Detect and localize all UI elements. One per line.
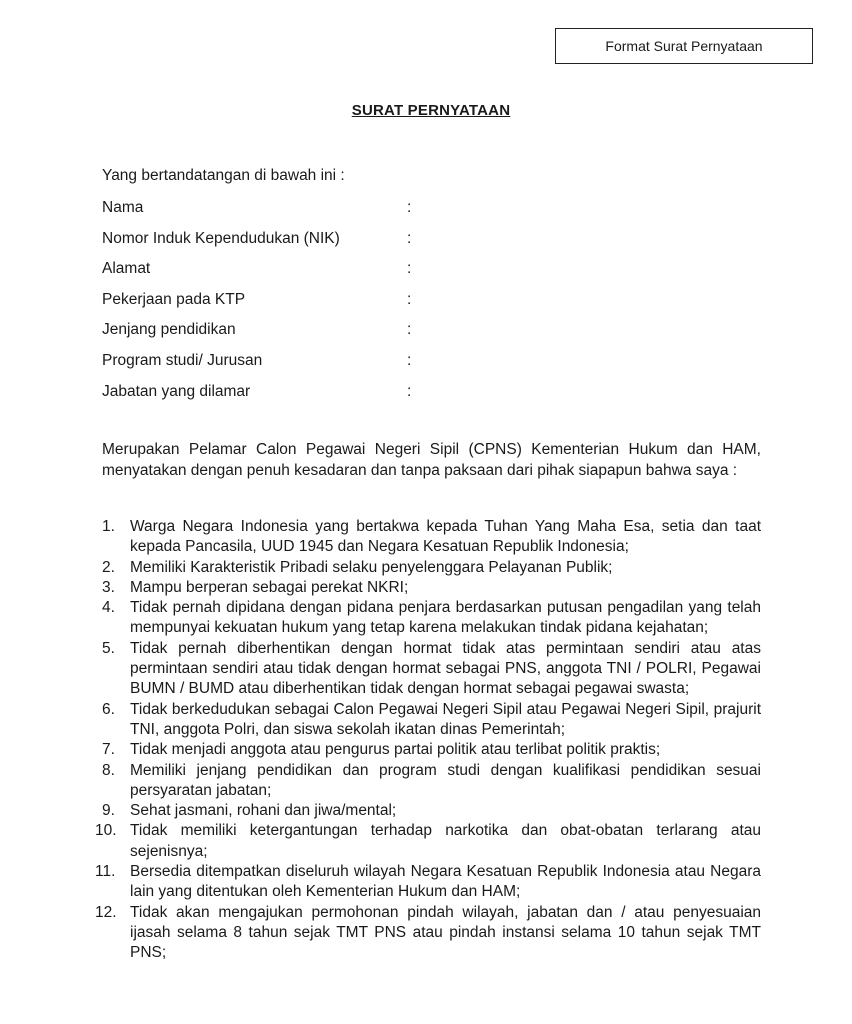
list-number: 2. — [102, 558, 115, 576]
list-number: 3. — [102, 578, 115, 596]
list-item — [102, 578, 761, 598]
field-row-jenjang — [102, 320, 462, 351]
intro-text: Yang bertandatangan di bawah ini : — [102, 167, 345, 184]
list-number: 10. — [95, 822, 117, 840]
list-item — [102, 558, 761, 578]
list-number: 9. — [102, 802, 115, 820]
field-row-jabatan — [102, 382, 462, 413]
list-text: Mampu berperan sebagai perekat NKRI; — [130, 578, 409, 596]
field-colon: : — [407, 229, 412, 247]
field-row-program-studi — [102, 351, 462, 382]
list-text: Tidak akan mengajukan permohonan pindah wilayah, jabatan dan / atau penyesuaian ijasah selama 8 tahun sejak TMT PNS atau pindah instansi selama 10 tahun sejak TMT PNS; — [130, 903, 761, 962]
list-text: Memiliki Karakteristik Pribadi selaku penyelenggara Pelayanan Publik; — [130, 558, 613, 576]
declaration-list — [95, 517, 761, 964]
field-row-nik — [102, 229, 462, 260]
list-item — [102, 517, 761, 558]
list-item — [102, 598, 761, 639]
field-colon: : — [407, 260, 412, 278]
field-colon: : — [407, 382, 412, 400]
list-number: 8. — [102, 761, 115, 779]
field-label: Alamat — [102, 260, 151, 278]
list-text: Sehat jasmani, rohani dan jiwa/mental; — [130, 802, 397, 820]
list-number: 1. — [102, 518, 115, 535]
list-number: 11. — [95, 863, 116, 881]
list-number: 12. — [95, 903, 117, 921]
field-label: Jenjang pendidikan — [102, 321, 236, 339]
field-colon: : — [407, 199, 412, 216]
list-item — [95, 821, 761, 862]
field-colon: : — [407, 290, 412, 308]
list-item — [102, 700, 761, 741]
statement-paragraph: Merupakan Pelamar Calon Pegawai Negeri Sipil (CPNS) Kementerian Hukum dan HAM, menyatakan dengan penuh kesadaran dan tanpa paksaan dari pihak siapapun bahwa saya : — [102, 441, 761, 479]
field-row-alamat — [102, 259, 462, 290]
list-item — [102, 801, 761, 821]
field-colon: : — [407, 321, 412, 339]
list-text: Tidak memiliki ketergantungan terhadap narkotika dan obat-obatan terlarang atau sejenisnya; — [130, 822, 761, 860]
list-number: 5. — [102, 639, 115, 657]
list-text: Warga Negara Indonesia yang bertakwa kepada Tuhan Yang Maha Esa, setia dan taat kepada Pancasila, UUD 1945 dan Negara Kesatuan Republik Indonesia; — [130, 518, 761, 556]
list-number: 4. — [102, 599, 115, 617]
field-label: Pekerjaan pada KTP — [102, 290, 246, 308]
list-text: Tidak pernah diberhentikan dengan hormat tidak atas permintaan sendiri atau atas permintaan sendiri atau tidak dengan hormat sebagai PNS, anggota TNI / POLRI, Pegawai BUMN / BUMD atau diberhentikan tidak dengan hormat sebagai pegawai swasta; — [130, 639, 761, 698]
field-colon: : — [407, 351, 412, 369]
document-title: SURAT PERNYATAAN — [351, 102, 511, 119]
list-text: Tidak berkedudukan sebagai Calon Pegawai Negeri Sipil atau Pegawai Negeri Sipil, prajurit TNI, anggota Polri, dan siswa sekolah ikatan dinas Pemerintah; — [130, 700, 761, 738]
list-text: Tidak pernah dipidana dengan pidana penjara berdasarkan putusan pengadilan yang telah mempunyai kekuatan hukum yang tetap karena melakukan tindak pidana kejahatan; — [130, 599, 761, 637]
list-number: 7. — [102, 741, 115, 759]
list-text: Bersedia ditempatkan diseluruh wilayah Negara Kesatuan Republik Indonesia atau Negara lain yang ditentukan oleh Kementerian Hukum dan HAM; — [130, 863, 761, 901]
list-item — [95, 903, 761, 964]
field-row-pekerjaan — [102, 290, 462, 321]
format-label-box — [555, 28, 813, 64]
list-item — [102, 639, 761, 700]
list-text: Memiliki jenjang pendidikan dan program studi dengan kualifikasi pendidikan sesuai persyaratan jabatan; — [130, 761, 761, 799]
identity-fields — [102, 198, 462, 412]
field-label: Program studi/ Jurusan — [102, 351, 263, 369]
field-label: Nomor Induk Kependudukan (NIK) — [102, 229, 340, 247]
list-item — [95, 862, 761, 903]
list-number: 6. — [102, 700, 115, 718]
field-label: Nama — [102, 199, 144, 216]
format-label: Format Surat Pernyataan — [605, 38, 763, 54]
field-label: Jabatan yang dilamar — [102, 382, 251, 400]
list-text: Tidak menjadi anggota atau pengurus partai politik atau terlibat politik praktis; — [130, 741, 661, 759]
list-item — [102, 740, 761, 760]
field-row-nama — [102, 198, 462, 229]
list-item — [102, 761, 761, 802]
